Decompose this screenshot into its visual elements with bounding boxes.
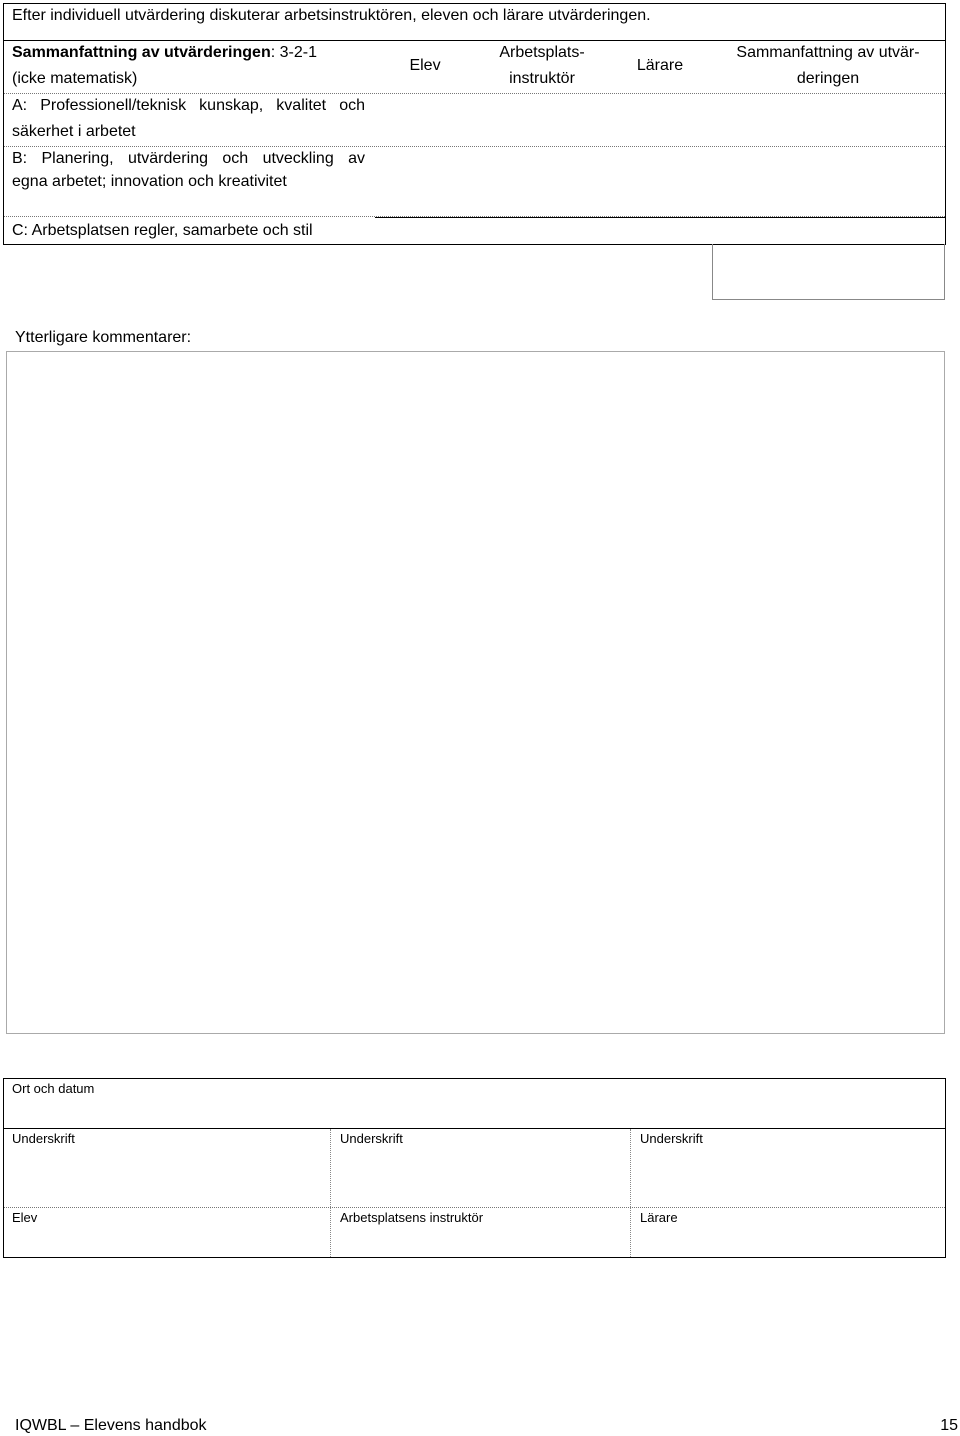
- row-a-label-line1: A: Professionell/teknisk kunskap, kvalitet och: [12, 97, 365, 114]
- signature-field-teacher[interactable]: Underskrift: [640, 1131, 703, 1146]
- row-b-label-line2: egna arbetet; innovation och kreativitet: [12, 173, 287, 190]
- signature-role-instructor: Arbetsplatsens instruktör: [340, 1210, 484, 1225]
- signature-row-separator: [4, 1128, 945, 1129]
- row-separator: [4, 146, 945, 147]
- signature-row-separator: [4, 1207, 945, 1208]
- column-header-elev: Elev: [409, 57, 441, 74]
- signature-field-student[interactable]: Underskrift: [12, 1131, 75, 1146]
- column-header-instructor-line1: Arbetsplats-: [499, 44, 585, 61]
- comments-label: Ytterligare kommentarer:: [15, 329, 192, 346]
- row-separator: [4, 93, 945, 94]
- signature-role-teacher: Lärare: [640, 1210, 678, 1225]
- signature-column-separator: [330, 1129, 331, 1257]
- summary-header: [12, 43, 317, 63]
- signature-role-student: Elev: [12, 1210, 38, 1225]
- row-separator: [375, 217, 945, 218]
- intro-text: Efter individuell utvärdering diskuterar arbetsinstruktören, eleven och lärare utvärderingen.: [12, 7, 651, 24]
- column-header-instructor-line2: instruktör: [509, 70, 575, 87]
- summary-subheader: (icke matematisk): [12, 70, 138, 87]
- summary-box: [712, 244, 945, 300]
- signature-column-separator: [630, 1129, 631, 1257]
- column-header-summary-line1: Sammanfattning av utvär-: [736, 44, 920, 61]
- row-c-label: C: Arbetsplatsen regler, samarbete och stil: [12, 222, 313, 239]
- page-number: 15: [940, 1417, 958, 1434]
- signature-table: [3, 1078, 946, 1258]
- summary-header-bold: Sammanfattning av utvärderingen: [12, 44, 271, 61]
- row-b-label-line1: B: Planering, utvärdering och utveckling av: [12, 150, 365, 167]
- column-header-larare: Lärare: [636, 57, 684, 74]
- place-date-field[interactable]: Ort och datum: [12, 1081, 95, 1096]
- column-header-summary-line2: deringen: [796, 70, 860, 87]
- footer-title: IQWBL – Elevens handbok: [15, 1417, 207, 1434]
- row-a-label-line2: säkerhet i arbetet: [12, 123, 136, 140]
- summary-header-scale: : 3-2-1: [270, 44, 317, 61]
- signature-field-instructor[interactable]: Underskrift: [340, 1131, 403, 1146]
- comments-field[interactable]: [6, 351, 945, 1034]
